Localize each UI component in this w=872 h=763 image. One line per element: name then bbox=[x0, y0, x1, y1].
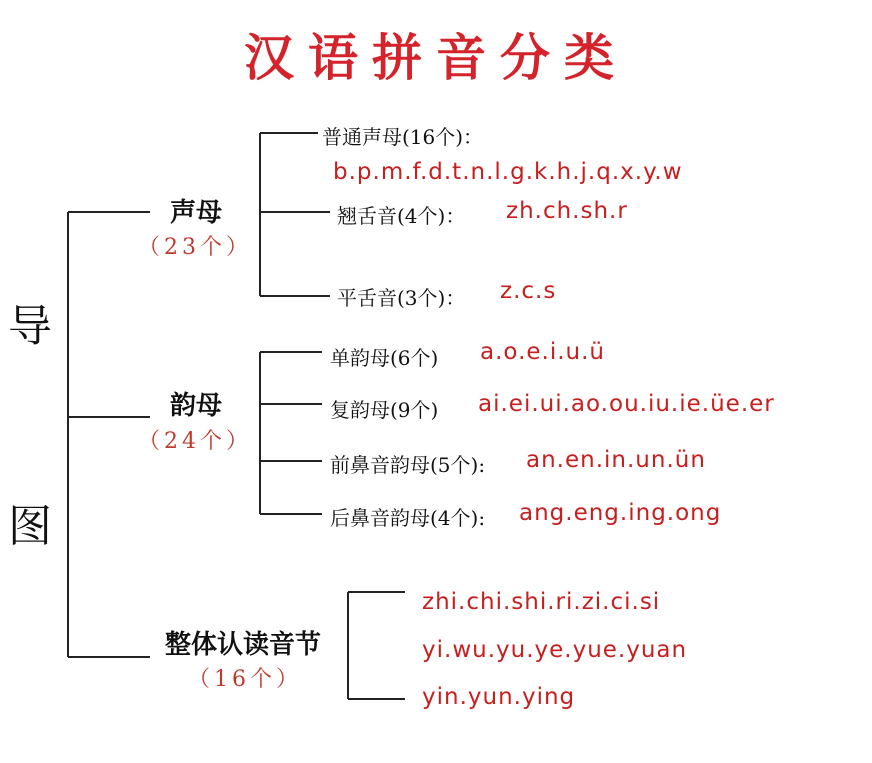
yunmu-count: （24个） bbox=[138, 429, 252, 454]
yunmu-item-3-value: an.en.in.un.ün bbox=[526, 447, 706, 473]
shengmu-title: 声母 bbox=[170, 198, 223, 228]
zhengti-item-2-value: yi.wu.yu.ye.yue.yuan bbox=[422, 637, 688, 663]
page-title: 汉语拼音分类 bbox=[244, 29, 628, 87]
yunmu-title: 韵母 bbox=[170, 391, 223, 421]
yunmu-item-4-value: ang.eng.ing.ong bbox=[519, 500, 722, 526]
guide-char-2: 图 bbox=[8, 501, 52, 552]
shengmu-item-1-value: b.p.m.f.d.t.n.l.g.k.h.j.q.x.y.w bbox=[333, 159, 683, 185]
yunmu-item-2-value: ai.ei.ui.ao.ou.iu.ie.üe.er bbox=[478, 391, 775, 417]
shengmu-item-1-label: 普通声母(16个)： bbox=[322, 125, 484, 149]
yunmu-item-4-label: 后鼻音韵母(4个): bbox=[330, 506, 486, 530]
shengmu-count: （23个） bbox=[138, 235, 252, 260]
zhengti-item-3-value: yin.yun.ying bbox=[422, 684, 576, 710]
yunmu-item-2-label: 复韵母(9个) bbox=[330, 398, 439, 422]
shengmu-item-2-value: zh.ch.sh.r bbox=[506, 198, 628, 224]
shengmu-item-3-label: 平舌音(3个)： bbox=[337, 286, 466, 310]
shengmu-item-2-label: 翘舌音(4个)： bbox=[337, 204, 466, 228]
shengmu-item-3-value: z.c.s bbox=[500, 278, 557, 304]
yunmu-item-1-label: 单韵母(6个) bbox=[330, 346, 439, 370]
zhengti-count: （16个） bbox=[188, 667, 302, 692]
guide-char-1: 导 bbox=[8, 301, 52, 352]
zhengti-item-1-value: zhi.chi.shi.ri.zi.ci.si bbox=[422, 589, 661, 615]
yunmu-item-1-value: a.o.e.i.u.ü bbox=[480, 339, 606, 365]
yunmu-item-3-label: 前鼻音韵母(5个): bbox=[330, 453, 486, 477]
zhengti-title: 整体认读音节 bbox=[165, 630, 322, 660]
